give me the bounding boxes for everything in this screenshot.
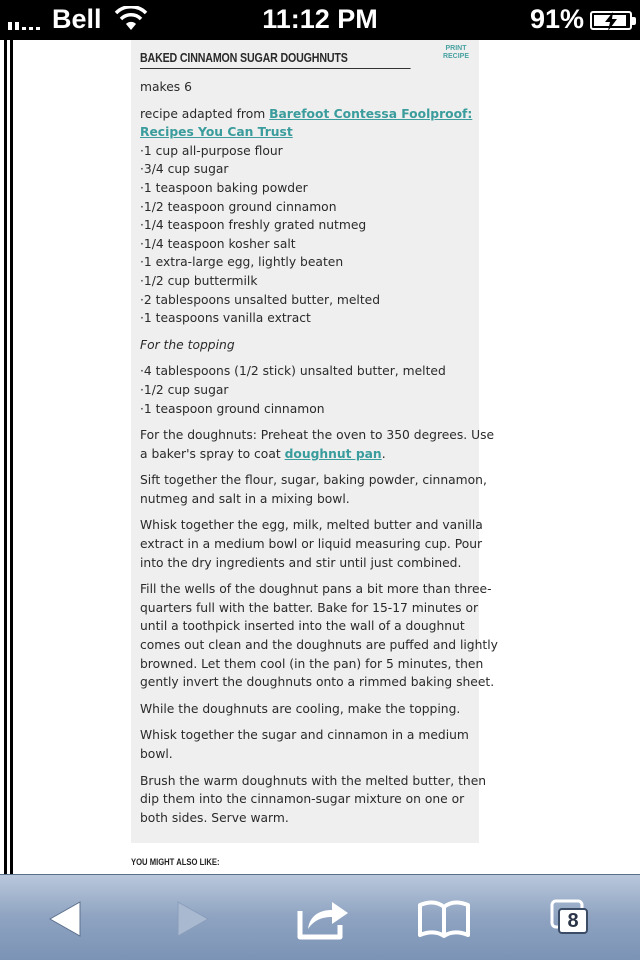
step-line: nutmeg and salt in a mixing bowl. — [140, 491, 350, 506]
instruction-step — [140, 516, 483, 572]
tab-count-badge: 8 — [558, 908, 588, 934]
share-icon — [296, 897, 352, 941]
clock: 11:12 PM — [262, 4, 378, 34]
step-line: bowl. — [140, 747, 173, 761]
step-line: . — [381, 446, 386, 461]
list-item: ·1/2 cup buttermilk — [140, 273, 258, 288]
doughnut-pan-link[interactable]: doughnut pan — [284, 446, 382, 461]
status-bar — [0, 0, 640, 40]
carrier-name: Bell — [52, 4, 102, 34]
step-line: dip them into the cinnamon-sugar mixture on one or — [140, 792, 465, 807]
instruction-step — [140, 471, 487, 508]
list-item: ·1 teaspoon baking powder — [140, 180, 308, 195]
tabs-button[interactable] — [540, 895, 600, 943]
step-line: both sides. Serve warm. — [140, 810, 289, 825]
step-line: browned. Let them cool (in the pan) for 5 minutes, then — [140, 656, 484, 671]
back-button[interactable] — [36, 895, 96, 943]
print-recipe-link[interactable] — [443, 45, 469, 61]
step-line: For the doughnuts: Preheat the oven to 350 degrees. Use — [140, 428, 495, 443]
bookmarks-book-icon — [416, 899, 472, 939]
step-line: extract in a medium bowl or liquid measuring cup. Pour — [140, 537, 483, 552]
step-line: Whisk together the egg, milk, melted butter and vanilla — [140, 518, 483, 533]
recipe-title: BAKED CINNAMON SUGAR DOUGHNUTS — [140, 46, 411, 69]
instruction-step — [140, 426, 495, 463]
step-line: While the doughnuts are cooling, make the topping. — [140, 701, 461, 716]
adapted-prefix: recipe adapted from — [140, 106, 270, 121]
list-item: ·2 tablespoons unsalted butter, melted — [140, 292, 381, 307]
recipe-source — [140, 105, 473, 124]
step-line: into the dry ingredients and stir until just combined. — [140, 555, 462, 570]
list-item: ·1 cup all-purpose flour — [140, 143, 283, 158]
recipe-yield: makes 6 — [140, 80, 192, 94]
step-line: Brush the warm doughnuts with the melted butter, then — [140, 773, 487, 788]
list-item: ·1/4 teaspoon kosher salt — [140, 236, 296, 251]
list-item: ·1/2 cup sugar — [140, 382, 229, 397]
bookmarks-button[interactable] — [414, 895, 474, 943]
forward-button[interactable] — [162, 895, 222, 943]
list-item: ·3/4 cup sugar — [140, 162, 229, 177]
ingredient-list — [140, 142, 470, 328]
list-item: ·4 tablespoons (1/2 stick) unsalted butter, melted — [140, 364, 446, 379]
step-line: Sift together the flour, sugar, baking powder, cinnamon, — [140, 473, 487, 488]
you-might-also-like-heading: YOU MIGHT ALSO LIKE: — [131, 857, 220, 867]
step-line: gently invert the doughnuts onto a rimmed baking sheet. — [140, 675, 495, 690]
step-line: a baker's spray to coat — [140, 446, 285, 461]
source-book-link-cont[interactable]: Recipes You Can Trust — [140, 125, 293, 140]
step-line: Whisk together the sugar and cinnamon in a medium — [140, 728, 469, 743]
step-line: comes out clean and the doughnuts are puffed and lightly — [140, 638, 498, 653]
page-border-line — [10, 40, 13, 874]
recipe-label: RECIPE — [442, 53, 469, 60]
instruction-step — [140, 726, 470, 763]
recipe-card — [131, 40, 498, 843]
print-label: PRINT — [445, 45, 467, 52]
topping-list — [140, 362, 470, 418]
page-border-line — [4, 40, 7, 874]
instruction-step — [140, 580, 498, 692]
list-item: ·1 teaspoon ground cinnamon — [140, 401, 325, 416]
instruction-step — [140, 700, 470, 719]
instruction-steps — [140, 463, 498, 827]
step-line: until a toothpick inserted into the wall of a doughnut — [140, 619, 465, 634]
browser-toolbar — [0, 874, 640, 960]
list-item: ·1/4 teaspoon freshly grated nutmeg — [140, 218, 367, 233]
web-page-content[interactable] — [0, 40, 640, 874]
forward-arrow-icon — [172, 899, 212, 939]
step-line: Fill the wells of the doughnut pans a bit more than three- — [140, 582, 492, 597]
instruction-step — [140, 772, 487, 828]
step-line: quarters full with the batter. Bake for 15-17 minutes or — [140, 600, 479, 615]
topping-heading: For the topping — [140, 337, 235, 352]
source-book-link[interactable]: Barefoot Contessa Foolproof: — [269, 106, 473, 121]
back-arrow-icon — [46, 899, 86, 939]
battery-percentage: 91% — [529, 4, 584, 34]
share-button[interactable] — [294, 895, 354, 943]
list-item: ·1/2 teaspoon ground cinnamon — [140, 199, 337, 214]
battery-icon — [590, 11, 632, 30]
list-item: ·1 teaspoons vanilla extract — [140, 311, 311, 326]
list-item: ·1 extra-large egg, lightly beaten — [140, 255, 344, 270]
